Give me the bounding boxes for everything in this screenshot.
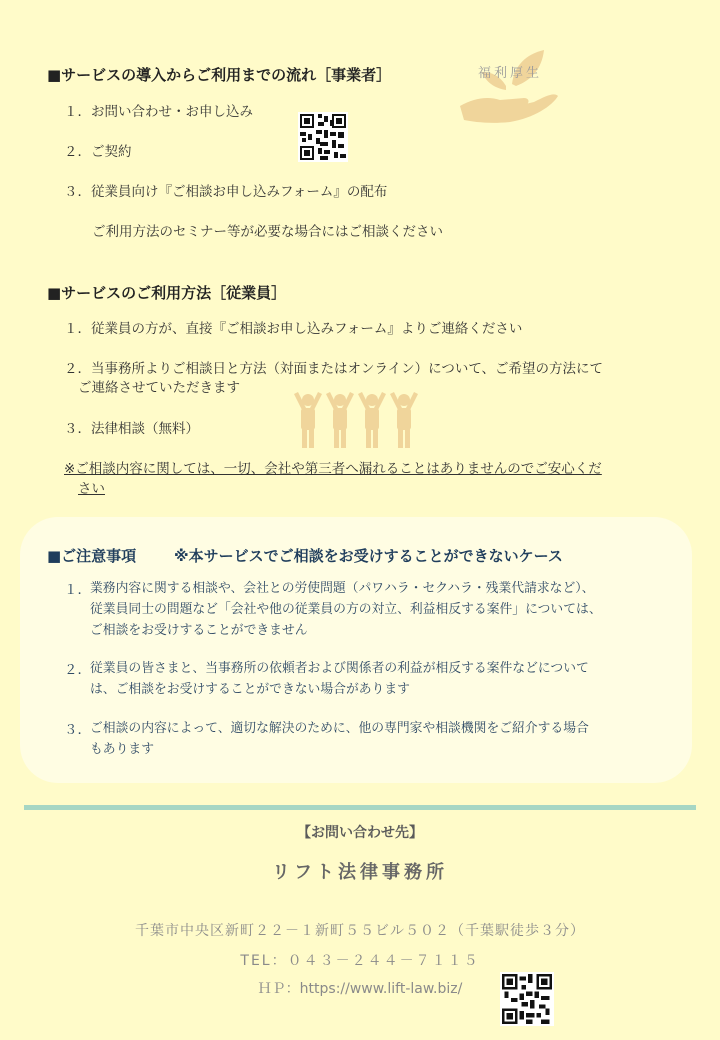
privacy-note-line1: ※ご相談内容に関しては、一切、会社や第三者へ漏れることはありませんのでご安心くだ bbox=[64, 461, 602, 477]
people-illustration bbox=[292, 390, 422, 454]
caution-item2-line1: 従業員の皆さまと、当事務所の依頼者および関係者の利益が相反する案件などについて bbox=[90, 661, 589, 676]
caution-item1-number: １． bbox=[64, 582, 91, 598]
caution-item1 bbox=[90, 578, 602, 641]
caution-item1-line1: 業務内容に関する相談や、会社との労使問題（パワハラ・セクハラ・残業代請求など）、 bbox=[90, 581, 595, 596]
caution-title: ■ご注意事項 bbox=[47, 547, 137, 565]
s1-sub-note: ご利用方法のセミナー等が必要な場合にはご相談ください bbox=[92, 224, 443, 240]
s1-step3: ３．従業員向け『ご相談お申し込みフォーム』の配布 bbox=[64, 184, 388, 200]
qr-code-website[interactable] bbox=[500, 972, 554, 1026]
welfare-logo bbox=[454, 46, 564, 126]
contact-website[interactable]: ＨＰ：https://www.lift-law.biz/ bbox=[257, 981, 463, 997]
s2-step1: １．従業員の方が、直接『ご相談お申し込みフォーム』よりご連絡ください bbox=[64, 321, 523, 337]
qr-code-icon bbox=[298, 112, 348, 162]
section-divider bbox=[24, 805, 696, 810]
caution-item2-number: ２． bbox=[64, 662, 91, 678]
qr-code-form[interactable] bbox=[298, 112, 348, 162]
section2-title: ■サービスのご利用方法［従業員］ bbox=[47, 284, 287, 302]
contact-address: 千葉市中央区新町２２－１新町５５ビル５０２（千葉駅徒歩３分） bbox=[135, 923, 585, 939]
caution-item3-line1: ご相談の内容によって、適切な解決のために、他の専門家や相談機関をご紹介する場合 bbox=[90, 721, 589, 736]
caution-item2 bbox=[90, 658, 589, 700]
contact-tel[interactable]: TEL：０４３－２４４－７１１５ bbox=[240, 953, 480, 969]
s1-step1: １．お問い合わせ・お申し込み bbox=[64, 104, 253, 120]
caution-item3 bbox=[90, 718, 589, 760]
s2-step2-line2: ご連絡させていただきます bbox=[78, 380, 240, 396]
hand-leaf-icon bbox=[454, 46, 564, 126]
people-cheering-icon bbox=[292, 390, 422, 450]
caution-item2-line2: は、ご相談をお受けすることができない場合があります bbox=[90, 682, 410, 697]
qr-code-icon bbox=[500, 972, 554, 1026]
firm-name: リフト法律事務所 bbox=[272, 862, 448, 883]
caution-subtitle: ※本サービスでご相談をお受けすることができないケース bbox=[174, 547, 563, 565]
contact-heading: 【お問い合わせ先】 bbox=[297, 825, 423, 841]
caution-item1-line2: 従業員同士の問題など「会社や他の従業員の方の対立、利益相反する案件」については、 bbox=[90, 602, 602, 617]
section1-title: ■サービスの導入からご利用までの流れ［事業者］ bbox=[47, 66, 392, 84]
caution-item3-line2: もあります bbox=[90, 742, 154, 757]
s2-step2-line1: ２．当事務所よりご相談日と方法（対面またはオンライン）について、ご希望の方法にて bbox=[64, 361, 604, 377]
caution-item1-line3: ご相談をお受けすることができません bbox=[90, 623, 308, 638]
s2-step3: ３．法律相談（無料） bbox=[64, 421, 199, 437]
logo-caption: 福利厚生 bbox=[478, 66, 543, 81]
privacy-note-line2: さい bbox=[78, 481, 105, 497]
s1-step2: ２．ご契約 bbox=[64, 144, 132, 160]
caution-item3-number: ３． bbox=[64, 722, 91, 738]
